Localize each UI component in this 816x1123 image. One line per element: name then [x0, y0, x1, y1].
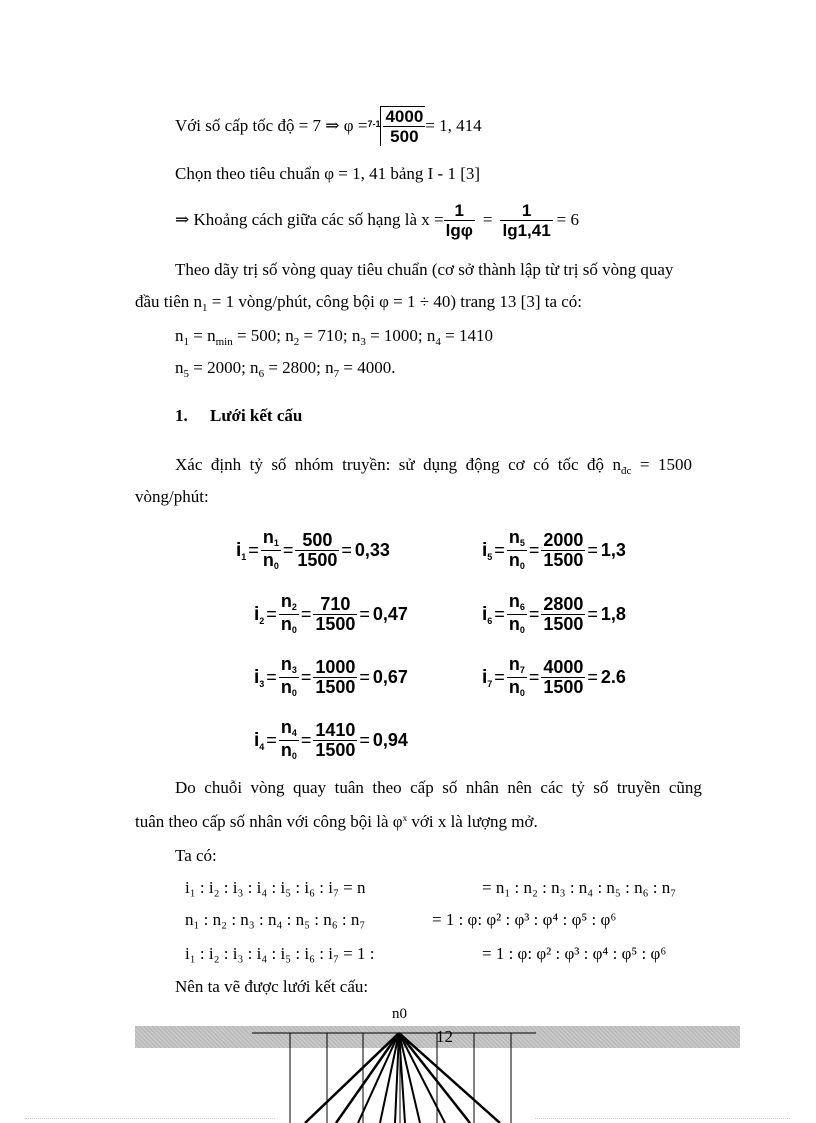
relation-1-right: = n₁ : n₂ : n₃ : n₄ : n₅ : n₆ : n₇ [482, 878, 677, 897]
ratio-equation-6: i 6 = $\frac{n6}{n0}$ = $\frac{2800}{1500}$ = 1,8 [482, 591, 626, 635]
spacing-equals: = [482, 210, 493, 229]
net-ray-8 [399, 1033, 445, 1123]
net-origin-label: n0 [392, 1006, 407, 1022]
paragraph-1-line-1: Theo dãy trị số vòng quay tiêu chuẩn (cơ sở thành lập từ trị số vòng quay [175, 260, 674, 279]
page-number: 12 [436, 1027, 453, 1046]
relation-3-left: i₁ : i₂ : i₃ : i₄ : i₅ : i₆ : i₇ = 1 : [185, 944, 375, 963]
paragraph-1-line-2: đầu tiên $n_1 = 1$ vòng/phút, công bội φ = 1 ÷ 40) trang 13 [3] ta có: [135, 292, 583, 314]
phi-calc-prefix: Với số cấp tốc độ = 7 ⇒ φ = [175, 116, 368, 135]
spacing-prefix: ⇒ Khoảng cách giữa các số hạng là x = [175, 210, 444, 229]
net-ray-1 [305, 1033, 399, 1123]
speeds-line-2: $n_5 = 2000$; $n_6 = 2800$; $n_7 = 4000$. [175, 358, 396, 380]
relation-3-right: = 1 : φ: φ² : φ³ : φ⁴ : φ⁵ : φ⁶ [482, 944, 667, 963]
relation-2-right: = 1 : φ: φ² : φ³ : φ⁴ : φ⁵ : φ⁶ [432, 910, 617, 929]
spacing-fraction-1: $\frac{1}{\lg\varphi}$ [445, 200, 473, 240]
paragraph-2-line-1: Xác định tỷ số nhóm truyền: sử dụng động cơ có tốc độ $n_{đc} = 1500$ [175, 455, 692, 477]
ratio-equation-7: i 7 = $\frac{n7}{n0}$ = $\frac{4000}{1500}$ = 2.6 [482, 654, 626, 698]
net-ray-3 [358, 1033, 399, 1123]
net-rays [305, 1033, 500, 1123]
paragraph-3-line-1: Do chuỗi vòng quay tuân theo cấp số nhân nên các tỷ số truyền cũng [175, 778, 702, 797]
net-intro: Nên ta vẽ được lưới kết cấu: [175, 977, 369, 996]
ta-co: Ta có: [175, 846, 217, 865]
standard-phi: Chọn theo tiêu chuẩn φ = 1, 41 bảng I - 1 [3] [175, 164, 481, 183]
section-title: Lưới kết cấu [210, 406, 303, 425]
root-denominator: 500 [390, 127, 419, 146]
ratio-equation-3: i 3 = $\frac{n3}{n0}$ = $\frac{1000}{1500}$ = 0,67 [254, 654, 408, 698]
ratio-equation-4: i 4 = $\frac{n4}{n0}$ = $\frac{1410}{1500}$ = 0,94 [254, 717, 408, 761]
section-number: 1. [175, 406, 188, 425]
paragraph-2-line-2: vòng/phút: [135, 487, 209, 506]
speeds-line-1: $n_1 = n_{min} = 500$; $n_2 = 710$; $n_3 = 1000$; $n_4 = 1410$ [175, 326, 493, 348]
phi-calc-result: = 1, 414 [425, 116, 482, 135]
paragraph-3-line-2: tuân theo cấp số nhân với công bội là $\varphi^x$ với x là lượng mở. [135, 812, 538, 831]
spacing-result: = 6 [556, 210, 580, 229]
bottom-dotted-line-left [25, 1118, 275, 1119]
net-ray-10 [399, 1033, 500, 1123]
ratio-equation-1: i 1 = $\frac{n1}{n0}$ = $\frac{500}{1500}$ = 0,33 [236, 527, 390, 571]
root-index: 7-1 [367, 119, 381, 129]
spacing-fraction-2: $\frac{1}{\lg 1,41}$ [502, 200, 551, 240]
bottom-dotted-line-right [535, 1118, 790, 1119]
root-numerator: 4000 [385, 107, 424, 126]
relation-1-left: i₁ : i₂ : i₃ : i₄ : i₅ : i₆ : i₇ = n [185, 878, 366, 897]
ratio-equation-2: i 2 = $\frac{n2}{n0}$ = $\frac{710}{1500}$ = 0,47 [254, 591, 408, 635]
ratio-equation-5: i 5 = $\frac{n5}{n0}$ = $\frac{2000}{1500}$ = 1,3 [482, 527, 626, 571]
relation-2-left: n₁ : n₂ : n₃ : n₄ : n₅ : n₆ : n₇ [185, 910, 366, 929]
